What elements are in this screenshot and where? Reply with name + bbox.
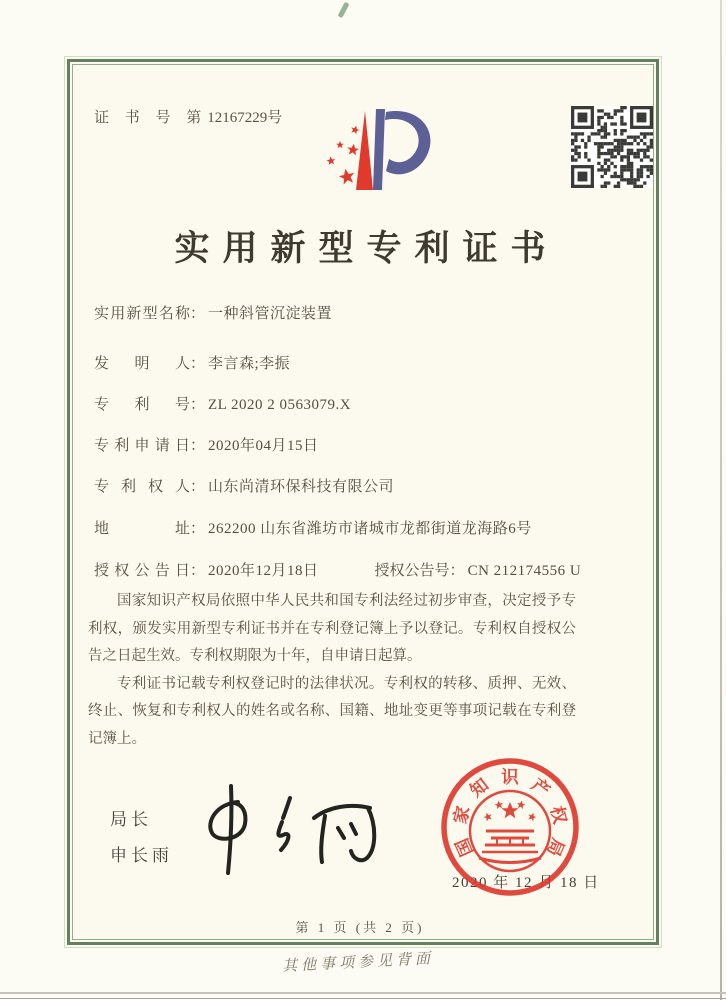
field-colon: ： xyxy=(449,563,465,579)
field-colon: ： xyxy=(190,356,206,372)
signature-stroke xyxy=(228,786,231,873)
field-value: 262200 山东省潍坊市诸城市龙都街道龙海路6号 xyxy=(208,521,532,537)
certificate-number xyxy=(94,106,282,127)
signature-stroke xyxy=(210,802,245,839)
logo-p-bowl xyxy=(385,111,430,174)
official-seal xyxy=(410,727,610,927)
field-patent-number xyxy=(94,393,351,414)
national-emblem-icon xyxy=(470,791,550,871)
field-label: 专利申请日 xyxy=(94,438,190,454)
certificate-number-label: 证 书 号 第 xyxy=(94,110,208,126)
field-value: CN 212174556 U xyxy=(467,563,582,579)
see-back-note: 其他事项参见背面 xyxy=(281,951,435,975)
qr-code xyxy=(571,106,653,188)
field-label: 专利权人 xyxy=(94,479,190,495)
svg-text:国: 国 xyxy=(451,835,478,860)
field-inventor xyxy=(94,352,290,373)
field-grant-number xyxy=(375,563,582,579)
svg-text:知: 知 xyxy=(466,774,493,801)
field-label: 授权公告日 xyxy=(94,563,190,579)
officer-name: 申长雨 xyxy=(110,846,173,865)
certificate-number-suffix: 号 xyxy=(267,110,283,126)
field-utility-model-name xyxy=(94,302,332,323)
paper-edge-bottom xyxy=(0,992,726,994)
field-colon: ： xyxy=(190,306,206,322)
field-label: 专利号 xyxy=(94,397,190,413)
svg-text:权: 权 xyxy=(546,803,571,826)
field-label: 地址 xyxy=(94,521,190,537)
signature-stroke xyxy=(321,816,325,862)
field-value: 一种斜管沉淀装置 xyxy=(208,306,333,322)
signature-stroke xyxy=(278,822,288,850)
paper-edge-right xyxy=(720,0,722,1000)
field-value: 李言森;李振 xyxy=(208,356,291,372)
field-patentee xyxy=(94,475,394,496)
field-colon: ： xyxy=(190,397,206,413)
legal-paragraph-1: 国家知识产权局依照中华人民共和国专利法经过初步审查，决定授予专利权，颁发实用新型专利证书并在专利登记簿上予以登记。专利权自授权公告之日起生效。专利权期限为十年，自申请日起算。 xyxy=(88,593,576,664)
field-value: 2020年04月15日 xyxy=(208,438,319,454)
logo-red-wedge xyxy=(356,111,373,190)
svg-text:识: 识 xyxy=(501,767,519,787)
field-colon: ： xyxy=(190,438,206,454)
field-value: ZL 2020 2 0563079.X xyxy=(208,397,352,413)
field-label: 发明人 xyxy=(94,356,190,372)
logo-blue-bar xyxy=(373,109,385,190)
cnipa-patent-logo-icon xyxy=(285,101,461,215)
officer-title: 局长 xyxy=(110,810,152,829)
svg-text:产: 产 xyxy=(527,774,554,801)
seal-date: 2020 年 12 月 18 日 xyxy=(452,875,600,891)
svg-text:家: 家 xyxy=(449,803,474,826)
field-grant-announcement xyxy=(94,559,581,580)
field-label: 实用新型名称 xyxy=(94,306,190,322)
scan-artifact-mark xyxy=(338,2,350,18)
field-colon: ： xyxy=(190,521,206,537)
field-address xyxy=(94,517,532,538)
svg-text:局: 局 xyxy=(542,835,569,860)
signature-stroke xyxy=(314,806,370,818)
signature-stroke xyxy=(338,824,356,838)
certificate-number-value: 12167229 xyxy=(207,110,268,126)
field-application-date xyxy=(94,434,319,455)
certificate-title: 实用新型专利证书 xyxy=(174,229,559,268)
field-colon: ： xyxy=(190,479,206,495)
field-colon: ： xyxy=(190,563,206,579)
field-value: 山东尚清环保科技有限公司 xyxy=(208,479,395,495)
legal-paragraph-2: 专利证书记载专利权登记时的法律状况。专利权的转移、质押、无效、终止、恢复和专利权人的姓名或名称、国籍、地址变更等事项记载在专利登记簿上。 xyxy=(88,675,576,747)
signature-stroke xyxy=(283,798,290,818)
commissioner-signature xyxy=(198,780,388,880)
field-label: 授权公告号 xyxy=(374,563,450,579)
paper-edge-bottom-line xyxy=(0,998,726,999)
page-number: 第 1 页 (共 2 页) xyxy=(295,920,425,935)
field-value: 2020年12月18日 xyxy=(208,563,319,579)
